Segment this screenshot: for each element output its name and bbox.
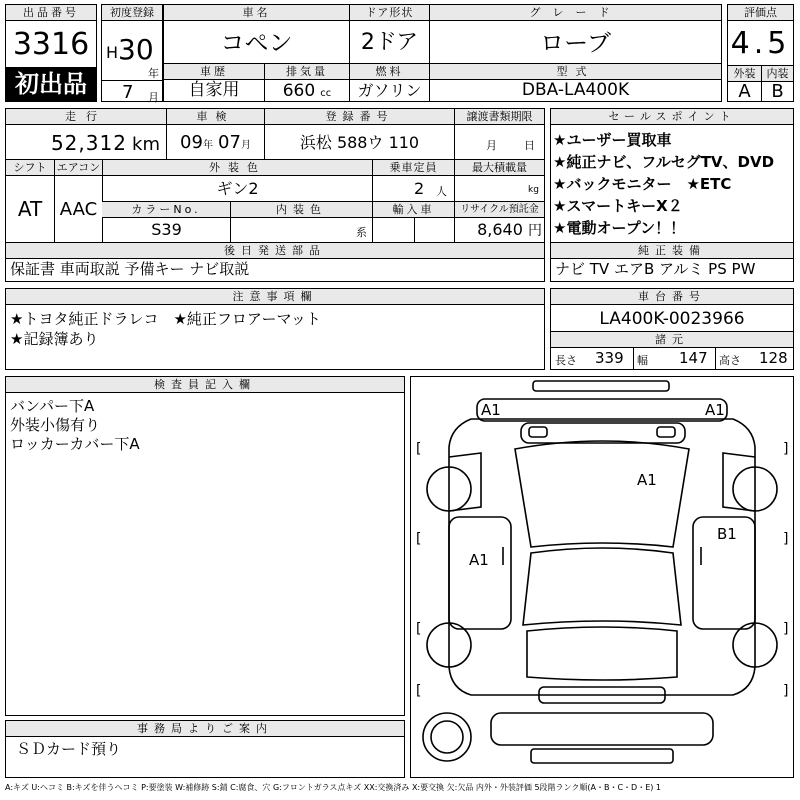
color-label: 外装色 <box>102 160 372 176</box>
chassis-box <box>550 288 794 370</box>
sales-points-box <box>550 108 794 282</box>
inspection-month: 07 <box>218 132 241 153</box>
sales-point-item: ★電動オープン！！ <box>553 219 686 237</box>
recycle-label: リサイクル預託金 <box>454 202 544 218</box>
plate-label: 登録番号 <box>264 109 454 125</box>
month-unit: 月 <box>148 91 159 104</box>
svg-text:[: [ <box>416 683 422 699</box>
shift-label: シフト <box>6 160 54 176</box>
car-diagram-svg <box>411 377 793 777</box>
svg-text:[: [ <box>416 441 422 457</box>
mark-right-side: B1 <box>717 525 737 543</box>
score-value: 4.5 <box>730 26 791 61</box>
height-value: 128 <box>759 349 788 367</box>
vehicle-history: 自家用 <box>188 80 240 100</box>
interior-label: 内装 <box>761 66 793 82</box>
displacement-value: 660 <box>282 81 316 101</box>
displacement-label: 排気量 <box>264 64 349 80</box>
interior-color-unit: 系 <box>356 226 367 239</box>
fuel-type: ガソリン <box>357 81 422 100</box>
shift-value: AT <box>17 197 43 221</box>
body-color: ギン2 <box>216 179 259 198</box>
inspection-expiry <box>167 127 264 159</box>
mileage-label: 走行 <box>6 109 166 125</box>
mileage-value: 52,312 <box>50 131 127 155</box>
score-label: 評価点 <box>728 5 793 21</box>
history-label: 車歴 <box>164 64 264 80</box>
office-label: 事務局よりご案内 <box>6 721 404 737</box>
interior-color-label: 内装色 <box>230 202 372 218</box>
notes-box <box>5 288 545 370</box>
registration-year: 30 <box>118 33 154 66</box>
inspector-label: 検査員記入欄 <box>6 377 404 393</box>
svg-text:]: ] <box>783 621 789 637</box>
lot-box <box>5 4 97 102</box>
office-box <box>5 720 405 778</box>
width-value: 147 <box>679 349 708 367</box>
legend: A:キズ U:ヘコミ B:キズを伴うヘコミ P:要塗装 W:補修跡 S:錆 C:腐食、穴 G:フロントガラス点キズ XX:交換済み X:要交換 欠:欠品 内外・外装評価 5段階ランク順(A・B・C・D・E) 1 <box>5 783 662 792</box>
height-label: 高さ <box>719 354 741 367</box>
damage-diagram <box>410 376 794 778</box>
sales-point-item: ★バックモニター ★ETC <box>553 175 732 193</box>
svg-text:]: ] <box>783 441 789 457</box>
inspector-box <box>5 376 405 716</box>
inspection-year: 09 <box>180 132 203 153</box>
first-reg-label: 初度登録 <box>102 5 162 21</box>
model-code: DBA-LA400K <box>521 80 630 100</box>
vehicle-header-box <box>163 4 722 102</box>
interior-grade: B <box>771 82 784 101</box>
inspection-label: 車検 <box>166 109 264 125</box>
sales-point-item: ★スマートキーX２ <box>553 197 683 215</box>
fuel-label: 燃料 <box>349 64 429 80</box>
recycle-unit: 円 <box>528 223 542 239</box>
car-name-label: 車名 <box>164 5 349 21</box>
mark-front-right: A1 <box>705 401 725 419</box>
load-unit: kg <box>528 185 539 195</box>
capacity-unit: 人 <box>436 185 447 198</box>
door-label: ドア形状 <box>349 5 429 21</box>
displacement-unit: cc <box>320 88 332 99</box>
inspector-line: 外装小傷有り <box>10 416 101 434</box>
year-unit: 年 <box>148 67 159 80</box>
sales-point-item: ★純正ナビ、フルセグTV、DVD <box>553 153 775 171</box>
aircon-value: AAC <box>59 199 98 220</box>
displacement <box>265 80 349 101</box>
load-label: 最大積載量 <box>454 160 544 176</box>
car-name: コペン <box>220 29 293 57</box>
genuine-equipment-value: ナビ TV エアB アルミ PS PW <box>555 260 756 278</box>
later-parts-value: 保証書 車両取説 予備キー ナビ取説 <box>10 260 250 278</box>
model-label: 型式 <box>429 64 721 80</box>
sales-point-item: ★ユーザー買取車 <box>553 131 672 149</box>
length-label: 長さ <box>555 354 577 367</box>
width-label: 幅 <box>637 354 648 367</box>
inspection-year-unit: 年 <box>202 140 213 151</box>
inspector-line: ロッカーカバー下A <box>10 435 140 453</box>
mileage <box>6 127 164 159</box>
later-parts-label: 後日発送部品 <box>6 243 544 259</box>
transfer-day-unit: 日 <box>524 139 535 152</box>
transfer-month-unit: 月 <box>486 139 497 152</box>
plate-number: 浜松 588ウ 110 <box>299 133 420 152</box>
color-no-label: カラーNo. <box>102 202 230 218</box>
exterior-grade: A <box>738 82 751 101</box>
exterior-label: 外装 <box>728 66 761 82</box>
grade: ローブ <box>540 29 611 57</box>
aircon-label: エアコン <box>54 160 102 176</box>
genuine-equipment-label: 純正装備 <box>551 243 793 259</box>
capacity-value: 2 <box>414 179 425 198</box>
import-label: 輸入車 <box>372 202 454 218</box>
mileage-unit: km <box>132 134 160 155</box>
mark-front-left: A1 <box>481 401 501 419</box>
inspection-month-unit: 月 <box>240 140 251 151</box>
color-code: S39 <box>151 220 182 239</box>
transfer-label: 譲渡書類期限 <box>454 109 544 125</box>
vehicle-details-box <box>5 108 545 282</box>
mark-left-side: A1 <box>469 551 489 569</box>
svg-text:[: [ <box>416 621 422 637</box>
svg-text:]: ] <box>783 531 789 547</box>
recycle-fee <box>455 218 544 242</box>
svg-text:]: ] <box>783 683 789 699</box>
first-listing-badge: 初出品 <box>6 67 96 101</box>
notes-line: ★トヨタ純正ドラレコ ★純正フロアーマット <box>10 310 321 328</box>
sales-points-label: セールスポイント <box>551 109 793 125</box>
length-value: 339 <box>595 349 624 367</box>
notes-line: ★記録簿あり <box>10 330 99 348</box>
notes-label: 注意事項欄 <box>6 289 544 305</box>
score-box <box>727 4 794 102</box>
office-note: ＳＤカード預り <box>16 740 122 758</box>
dims-label: 諸元 <box>551 332 793 348</box>
grade-label: グレード <box>429 5 721 21</box>
registration-month: 7 <box>122 82 134 103</box>
lot-number: 3316 <box>12 27 90 62</box>
era-letter: H <box>106 43 119 62</box>
capacity-label: 乗車定員 <box>372 160 454 176</box>
chassis-number: LA400K-0023966 <box>599 309 745 329</box>
svg-text:[: [ <box>416 531 422 547</box>
lot-label: 出品番号 <box>6 5 96 21</box>
mark-hood: A1 <box>637 471 657 489</box>
recycle-value: 8,640 <box>477 220 523 239</box>
first-registration-box <box>101 4 163 102</box>
chassis-label: 車台番号 <box>551 289 793 305</box>
door-type: 2ドア <box>360 30 419 55</box>
inspector-line: バンパー下A <box>10 397 95 415</box>
